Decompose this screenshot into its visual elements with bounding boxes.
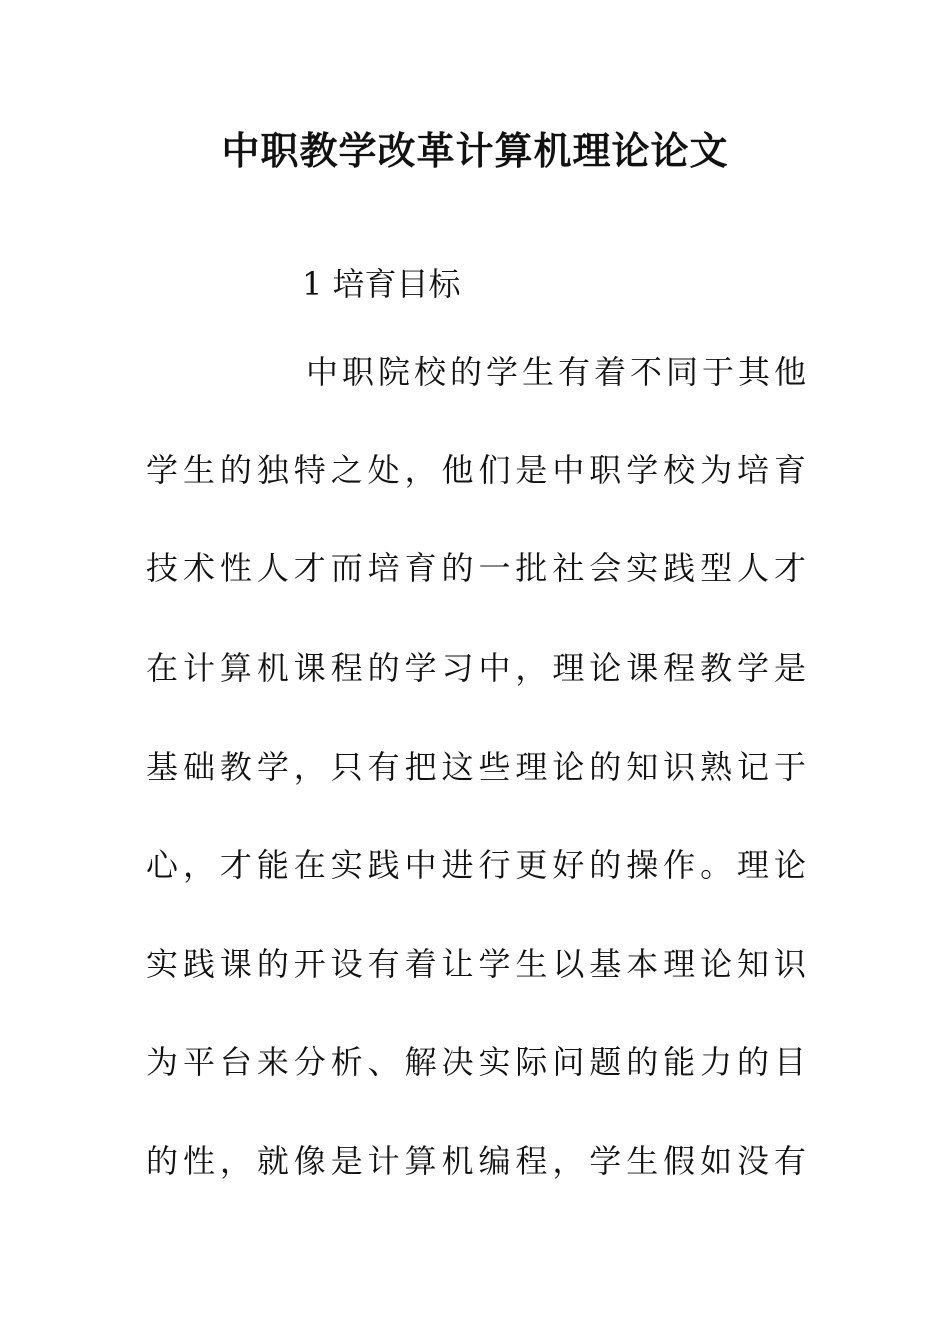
paragraph-line: 在计算机课程的学习中，理论课程教学是	[146, 649, 806, 687]
paragraph-line: 的性，就像是计算机编程，学生假如没有	[146, 1142, 806, 1180]
paragraph-line: 心，才能在实践中进行更好的操作。理论	[146, 846, 806, 884]
paragraph-line: 中职院校的学生有着不同于其他	[306, 353, 806, 391]
paragraph-line: 为平台来分析、解决实际问题的能力的目	[146, 1043, 806, 1081]
document-title: 中职教学改革计算机理论论文	[221, 128, 729, 173]
paragraph-line: 基础教学，只有把这些理论的知识熟记于	[146, 748, 806, 786]
section-heading: 1 培育目标	[302, 265, 461, 303]
paragraph-line: 技术性人才而培育的一批社会实践型人才	[146, 549, 806, 587]
paragraph-line: 学生的独特之处，他们是中职学校为培育	[146, 451, 806, 489]
paragraph-line: 实践课的开设有着让学生以基本理论知识	[146, 945, 806, 983]
